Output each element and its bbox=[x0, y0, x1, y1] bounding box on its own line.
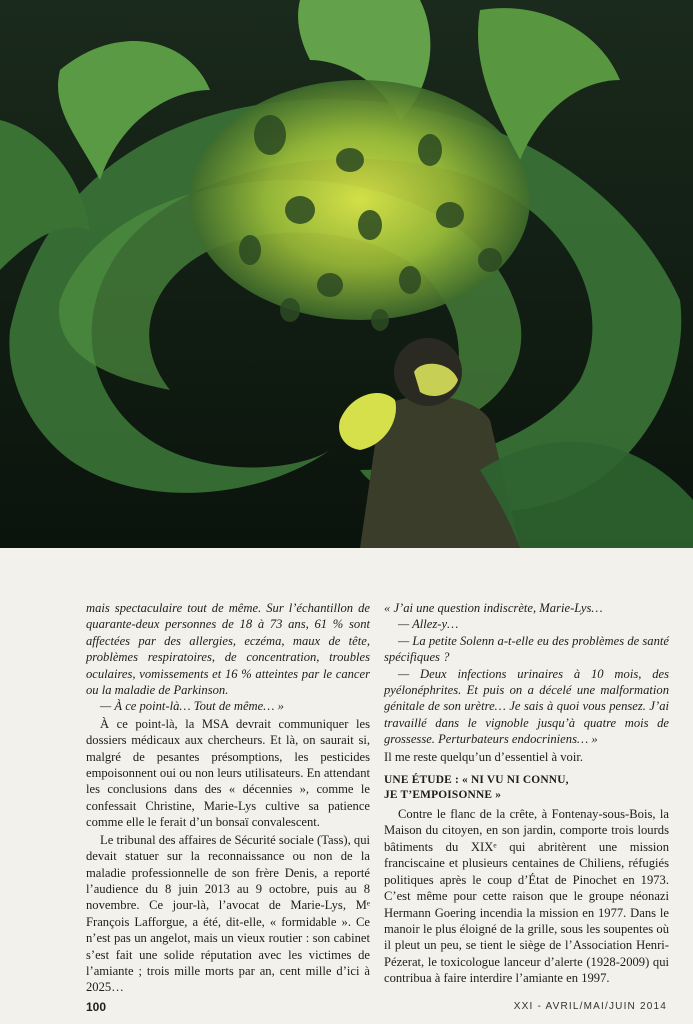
running-footer: XXI - AVRIL/MAI/JUIN 2014 bbox=[513, 1001, 667, 1012]
section-subheading bbox=[384, 773, 669, 802]
subheading-line-2: JE T’EMPOISONNE » bbox=[384, 788, 502, 801]
paragraph-msa: À ce point-là, la MSA devrait communiquer les dossiers médicaux aux chercheurs. Et là, on saurait si, malgré de pesantes présomptions, les pesticides empoisonnent oui ou non leurs utilisateurs. En attendant les conclusions dans des « décennies », comme le confessait Christine, Marie-Lys cultive sa patience comme elle le ferait d’un bonsaï convalescent. bbox=[86, 716, 370, 830]
paragraph-sample-results: mais spectaculaire tout de même. Sur l’échantillon de quarante-deux personnes de 18 à 73 ans, 61 % sont affectées par des allergies, eczéma, maux de tête, problèmes respiratoires, de concentration, troubles oculaires, vomissements et 16 % atteintes par le cancer ou la maladie de Parkinson. bbox=[86, 601, 370, 698]
dialogue-reply: — Allez-y… bbox=[398, 617, 459, 632]
paragraph-tribunal: Le tribunal des affaires de Sécurité sociale (Tass), qui devait statuer sur la reconnaissance ou non de la maladie professionnelle de son frère Denis, a reporté l’audience du 8 juin 2013 au 9 octobre, puis au 8 novembre. Ce jour-là, l’avocat de Marie-Lys, Mᵉ François Lafforgue, a été, dit-elle, « formidable ». Ce n’est pas un angelot, mais un vieux routier : son cabinet s’est fait une solide réputation avec les victimes de l’amiante ; trois mille morts par an, cent mille d’ici à 2025… bbox=[86, 832, 370, 995]
dialogue-health-question: — La petite Solenn a-t-elle eu des problèmes de santé spécifiques ? bbox=[384, 633, 669, 665]
dialogue-question: « J’ai une question indiscrète, Marie-Lys… bbox=[384, 601, 603, 615]
creature-glow bbox=[190, 80, 530, 320]
text-column-left bbox=[86, 600, 370, 996]
subheading-line-1: UNE ÉTUDE : « NI VU NI CONNU, bbox=[384, 774, 569, 787]
page-number: 100 bbox=[86, 1000, 107, 1014]
paragraph-maison-du-citoyen: Contre le flanc de la crête, à Fontenay-sous-Bois, la Maison du citoyen, en son jardin, comporte trois lourds bâtiments du XIXᵉ qui abritèrent une mission franciscaine et plusieurs centaines de Chiliens, réfugiés politiques après le coup d’État de Pinochet en 1973. C’est même pour cette raison que le groupe néonazi Hermann Goering incendia la mission en 1977. Dans le manoir le plus éloigné de la grille, sous les soupentes où il pleut un peu, se tient le siège de l’Association Henri-Pézerat, le toxicologue lanceur d’alerte (1928-2009) qui contribua à faire interdire l’amiante en 1997. bbox=[384, 807, 669, 986]
paragraph-quote-reaction: — À ce point-là… Tout de même… » bbox=[100, 699, 284, 714]
text-column-right bbox=[384, 600, 669, 987]
paragraph-essential-visit: Il me reste quelqu’un d’essentiel à voir. bbox=[384, 749, 583, 764]
dialogue-health-answer: — Deux infections urinaires à 10 mois, des pyélonéphrites. Et puis on a décelé une malformation génitale de son urètre… Je sais à quoi vous pensez. J’ai travaillé dans le vignoble jusqu’à quatre mois de grossesse. Perturbateurs endocriniens… » bbox=[384, 666, 669, 747]
